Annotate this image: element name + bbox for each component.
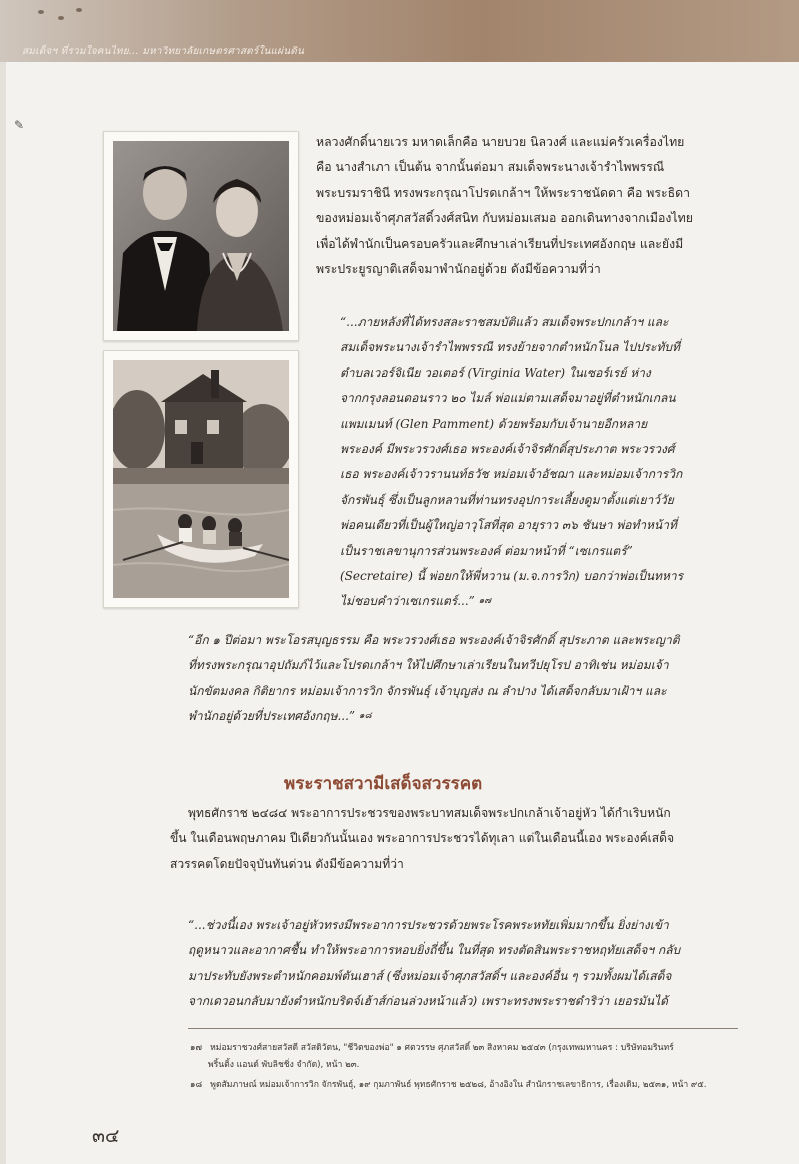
header-speck <box>58 16 64 20</box>
text-line: คือ นางสำเภา เป็นต้น จากนั้นต่อมา สมเด็จพระนางเจ้ารำไพพรรณี <box>316 160 665 175</box>
quote-line: ตำบลเวอร์จิเนีย วอเตอร์ (Virginia Water) ในเซอร์เรย์ ห่าง <box>340 365 651 380</box>
text-line: ของหม่อมเจ้าศุภสวัสดิ์วงศ์สนิท กับหม่อมเสมอ ออกเดินทางจากเมืองไทย <box>316 211 693 226</box>
quote-block-one <box>340 310 683 615</box>
quote-line: เป็นราชเลขานุการส่วนพระองค์ ต่อมาหน้าที่ “เซเกรแตร์” <box>340 543 633 558</box>
couple-portrait-image <box>113 141 289 331</box>
footnote-18 <box>190 1077 706 1094</box>
quote-line: ที่ทรงพระกรุณาอุปถัมภ์ไว้และโปรดเกล้าฯ ให้ไปศึกษาเล่าเรียนในทวีปยุโรป อาทิเช่น หม่อมเจ้า <box>188 658 669 673</box>
footnote-ref: ๑๘ <box>358 711 372 722</box>
text-line: เพื่อได้พำนักเป็นครอบครัวและศึกษาเล่าเรียนที่ประเทศอังกฤษ และยังมี <box>316 236 684 251</box>
quote-line <box>188 704 680 729</box>
quote-line: จักรพันธุ์ ซึ่งเป็นลูกหลานที่ท่านทรงอุปการะเลี้ยงดูมาตั้งแต่เยาว์วัย <box>340 492 674 507</box>
quote-line: “...ภายหลังที่ได้ทรงสละราชสมบัติแล้ว สมเด็จพระปกเกล้าฯ และ <box>340 315 669 329</box>
text-line: หลวงศักดิ์นายเวร มหาดเล็กคือ นายบวย นิลวงศ์ และแม่ครัวเครื่องไทย <box>316 135 685 149</box>
house-and-rowboat-photo <box>103 350 299 608</box>
quote-line: (Secretaire) นี้ พ่อยกให้พี่หวาน (ม.จ.การวิก) บอกว่าพ่อเป็นทหาร <box>340 569 684 584</box>
quote-line: พ่อคนเดียวที่เป็นผู้ใหญ่อาวุโสที่สุด อายุราว ๓๖ ชันษา พ่อทำหน้าที่ <box>340 518 677 533</box>
footnote-text: พูดสัมภาษณ์ หม่อมเจ้าการวิก จักรพันธุ์, ๑๙ กุมภาพันธ์ พุทธศักราช ๒๕๒๘, อ้างอิงใน สำนักราชเลขาธิการ, เรื่องเดิม, ๒๕๓๑, หน้า ๙๕. <box>210 1080 707 1090</box>
quote-line: ฤดูหนาวและอากาศชื้น ทำให้พระอาการหอบยิ่งถี่ขึ้น ในที่สุด ทรงตัดสินพระราชหฤทัยเสด็จฯ กลับ <box>188 943 681 958</box>
quote-line: นักขัตมงคล กิติยากร หม่อมเจ้าการวิก จักรพันธุ์ เจ้าบุญส่ง ณ ลำปาง ได้เสด็จกลับมาเฝ้าฯ และ <box>188 683 667 698</box>
quote-block-two <box>188 628 680 730</box>
quote-line-text: ไม่ชอบคำว่าเซเกรแตร์...” <box>340 594 475 609</box>
footnote-number: ๑๘ <box>190 1080 203 1090</box>
text-line: พุทธศักราช ๒๔๘๔ พระอาการประชวรของพระบาทสมเด็จพระปกเกล้าเจ้าอยู่หัว ได้กำเริบหนัก <box>188 806 671 820</box>
quote-line: เธอ พระองค์เจ้าวรานนท์ธวัช หม่อมเจ้าอัชฌา และหม่อมเจ้าการวิก <box>340 467 683 482</box>
section-heading: พระราชสวามีเสด็จสวรรคต <box>284 774 483 794</box>
quote-line: สมเด็จพระนางเจ้ารำไพพรรณี ทรงย้ายจากตำหนักโนล ไปประทับที่ <box>340 340 680 355</box>
footnote-number: ๑๗ <box>190 1043 202 1053</box>
running-title: สมเด็จฯ ที่รวมใจคนไทย... มหาวิทยาลัยเกษตรศาสตร์ในแผ่นดิน <box>22 46 305 57</box>
footnote-ref: ๑๗ <box>478 596 492 607</box>
intro-paragraph <box>316 130 693 282</box>
text-line: สวรรคตโดยปัจจุบันทันด่วน ดังมีข้อความที่ว่า <box>170 856 404 871</box>
quote-line: มาประทับยังพระตำหนักคอมพ์ตันเฮาส์ (ซึ่งหม่อมเจ้าศุภสวัสดิ์ฯ และองค์อื่น ๆ รวมทั้งผมได้เสด็จ <box>188 968 672 983</box>
couple-portrait-photo <box>103 131 299 341</box>
page-number: ๓๔ <box>92 1125 120 1147</box>
quote-line-text: พำนักอยู่ด้วยที่ประเทศอังกฤษ...” <box>188 709 356 724</box>
section-paragraph <box>170 801 674 877</box>
text-line: พระประยูรญาติเสด็จมาพำนักอยู่ด้วย ดังมีข้อความที่ว่า <box>316 262 601 277</box>
footnote-divider <box>188 1028 738 1029</box>
margin-mark: ✎ <box>14 118 25 132</box>
footnote-text: หม่อมราชวงศ์สายสวัสดี สวัสดิวัตน, "ชีวิตของพ่อ" ๑ ศตวรรษ ศุภสวัสดิ์ ๒๓ สิงหาคม ๒๕๔๓ (กรุงเทพมหานคร : บริษัทอมรินทร์ <box>210 1043 674 1053</box>
quote-line: แพมเมนท์ (Glen Pamment) ด้วยพร้อมกับเจ้านายอีกหลาย <box>340 416 648 431</box>
house-and-rowboat-image <box>113 360 289 598</box>
header-speck <box>76 8 82 12</box>
footnote-text: พริ้นติ้ง แอนด์ พับลิชชิ่ง จำกัด), หน้า ๒๓. <box>208 1060 360 1070</box>
quote-line: จากเดวอนกลับมายังตำหนักบริดจ์เฮ้าส์ก่อนล่วงหน้าแล้ว) เพราะทรงพระราชดำริว่า เยอรมันได้ <box>188 994 668 1009</box>
quote-line: “...ช่วงนี้เอง พระเจ้าอยู่หัวทรงมีพระอาการประชวรด้วยพระโรคพระหทัยเพิ่มมากขึ้น ยิ่งย่างเข้า <box>188 918 669 932</box>
header-speck <box>38 10 44 14</box>
quote-block-three <box>188 913 680 1015</box>
header-band <box>0 0 799 62</box>
footnote-17 <box>190 1040 674 1074</box>
quote-line: “อีก ๑ ปีต่อมา พระโอรสบุญธรรม คือ พระวรวงศ์เธอ พระองค์เจ้าจิรศักดิ์ สุประภาต และพระญาติ <box>188 633 680 647</box>
page-edge <box>0 0 6 1164</box>
quote-line: พระองค์ มีพระวรวงศ์เธอ พระองค์เจ้าจิรศักดิ์สุประภาต พระวรวงศ์ <box>340 442 675 457</box>
text-line: พระบรมราชินี ทรงพระกรุณาโปรดเกล้าฯ ให้พระราชนัดดา คือ พระธิดา <box>316 185 691 200</box>
text-line: ขึ้น ในเดือนพฤษภาคม ปีเดียวกันนั้นเอง พระอาการประชวรได้ทุเลา แต่ในเดือนนี้เอง พระองค์เสด็จ <box>170 831 675 846</box>
quote-line <box>340 589 683 614</box>
quote-line: จากกรุงลอนดอนราว ๒๐ ไมล์ พ่อแม่ตามเสด็จมาอยู่ที่ตำหนักเกลน <box>340 391 676 406</box>
